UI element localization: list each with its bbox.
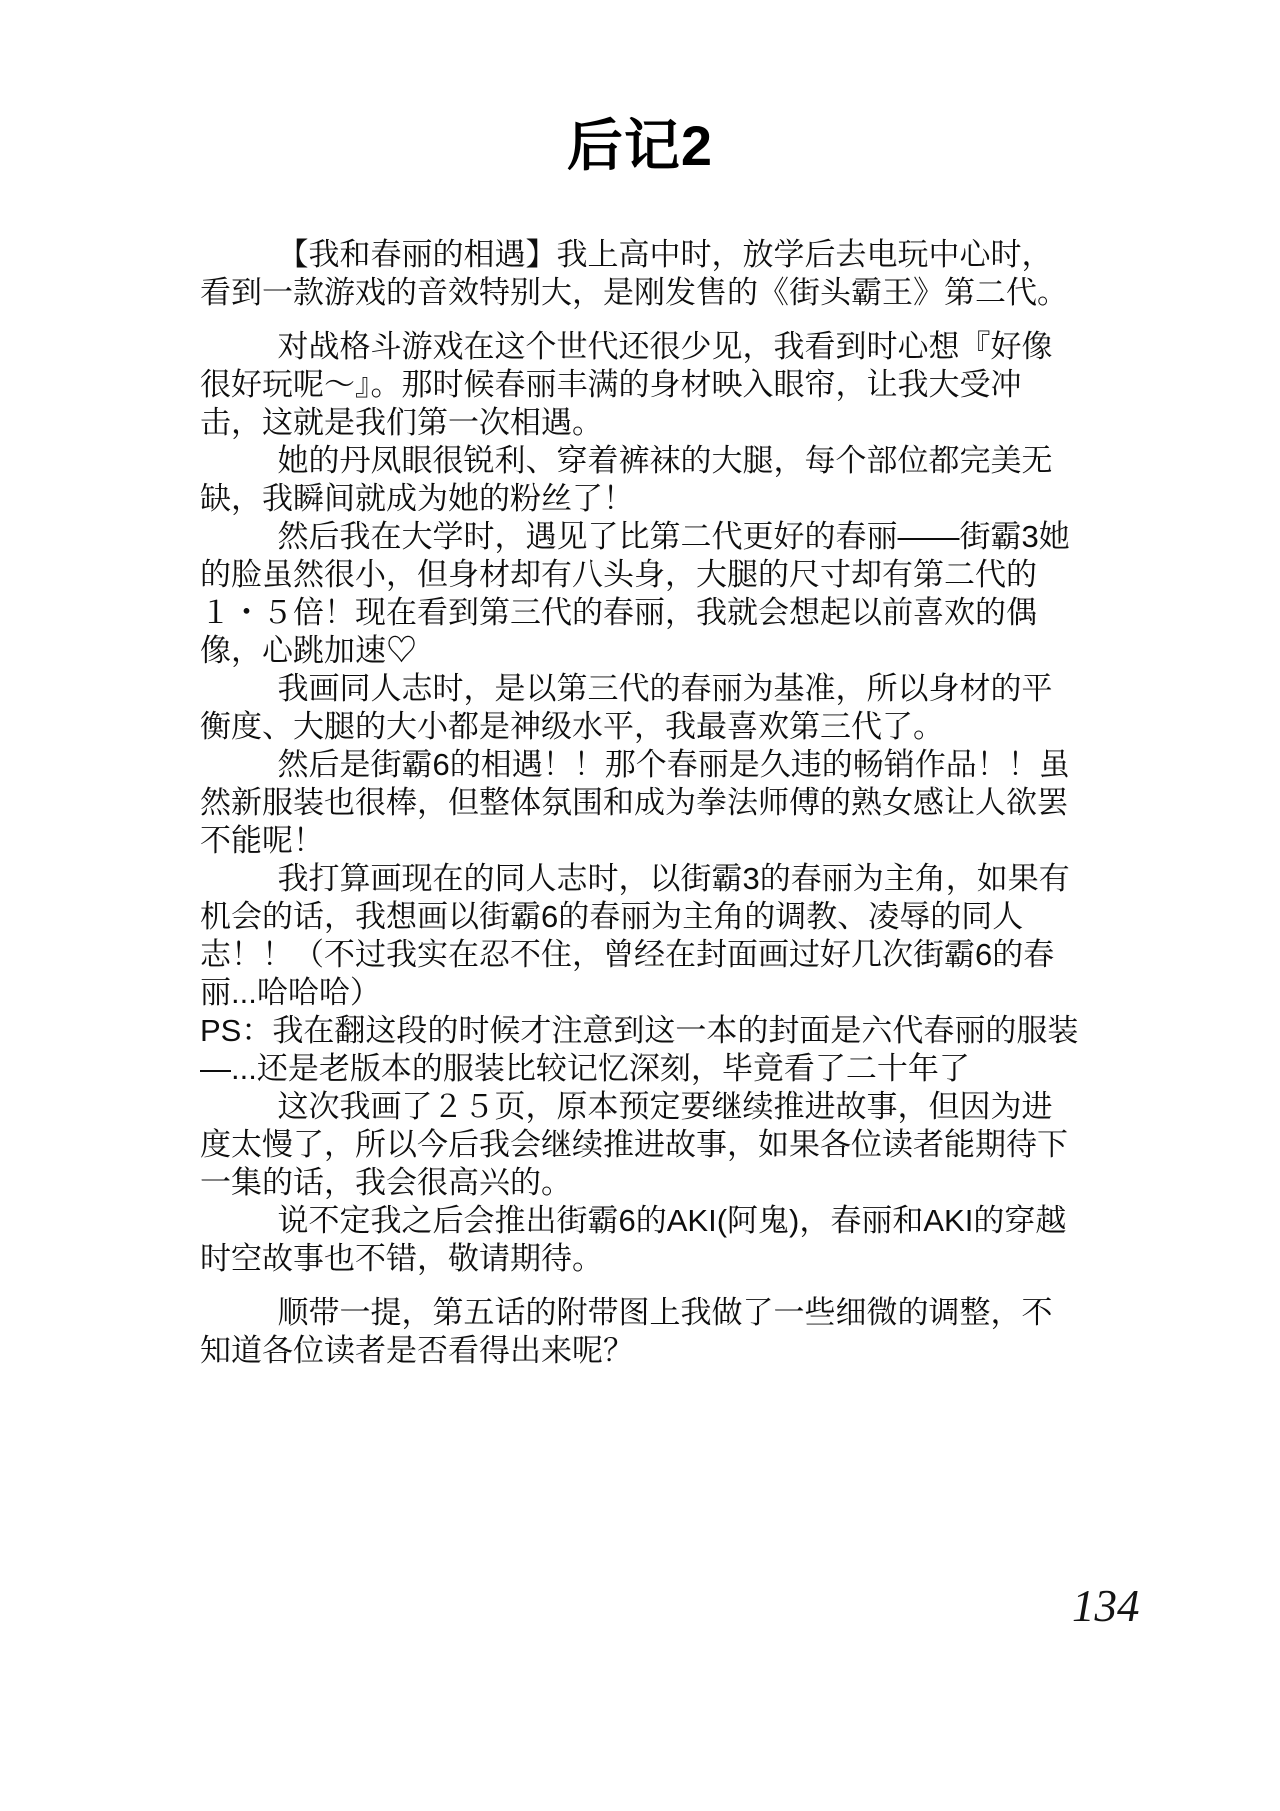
paragraph-fighting-games-rare: 对战格斗游戏在这个世代还很少见，我看到时心想『好像很好玩呢～』。那时候春丽丰满的身材映入眼帘，让我大受冲击，这就是我们第一次相遇。 bbox=[200, 329, 1053, 440]
paragraph-aki-idea: 说不定我之后会推出街霸6的AKI(阿鬼)，春丽和AKI的穿越时空故事也不错，敬请期待。 bbox=[200, 1203, 1067, 1276]
page-title: 后记2 bbox=[566, 114, 714, 177]
afterword-body bbox=[200, 236, 1080, 1370]
paragraph-doujin-standard: 我画同人志时，是以第三代的春丽为基准，所以身材的平衡度、大腿的大小都是神级水平，我最喜欢第三代了。 bbox=[200, 671, 1053, 744]
paragraph-ps-note: PS：我在翻这段的时候才注意到这一本的封面是六代春丽的服装—...还是老版本的服装比较记忆深刻，毕竟看了二十年了 bbox=[200, 1013, 1079, 1086]
paragraph-chapter5-tweaks: 顺带一提，第五话的附带图上我做了一些细微的调整，不知道各位读者是否看得出来呢？ bbox=[200, 1295, 1053, 1368]
paragraph-sf3-chunli: 然后我在大学时，遇见了比第二代更好的春丽——街霸3她的脸虽然很小，但身材却有八头身，大腿的尺寸却有第二代的１・５倍！现在看到第三代的春丽，我就会想起以前喜欢的偶像，心跳加速♡ bbox=[200, 519, 1070, 668]
paragraph-meeting-chunli: 【我和春丽的相遇】我上高中时，放学后去电玩中心时，看到一款游戏的音效特别大，是刚发售的《街头霸王》第二代。 bbox=[200, 237, 1068, 310]
paragraph-sf6-encounter: 然后是街霸6的相遇！！那个春丽是久违的畅销作品！！虽然新服装也很棒，但整体氛围和成为拳法师傅的熟女感让人欲罢不能呢！ bbox=[200, 747, 1070, 858]
page-number: 134 bbox=[1072, 1581, 1140, 1631]
paragraph-became-fan: 她的丹凤眼很锐利、穿着裤袜的大腿，每个部位都完美无缺，我瞬间就成为她的粉丝了！ bbox=[200, 443, 1053, 516]
paragraph-future-doujin-plans: 我打算画现在的同人志时，以街霸3的春丽为主角，如果有机会的话，我想画以街霸6的春丽为主角的调教、凌辱的同人志！！（不过我实在忍不住，曾经在封面画过好几次街霸6的春丽...哈哈哈） bbox=[200, 861, 1070, 1010]
paragraph-25-pages: 这次我画了２５页，原本预定要继续推进故事，但因为进度太慢了，所以今后我会继续推进故事，如果各位读者能期待下一集的话，我会很高兴的。 bbox=[200, 1089, 1068, 1200]
